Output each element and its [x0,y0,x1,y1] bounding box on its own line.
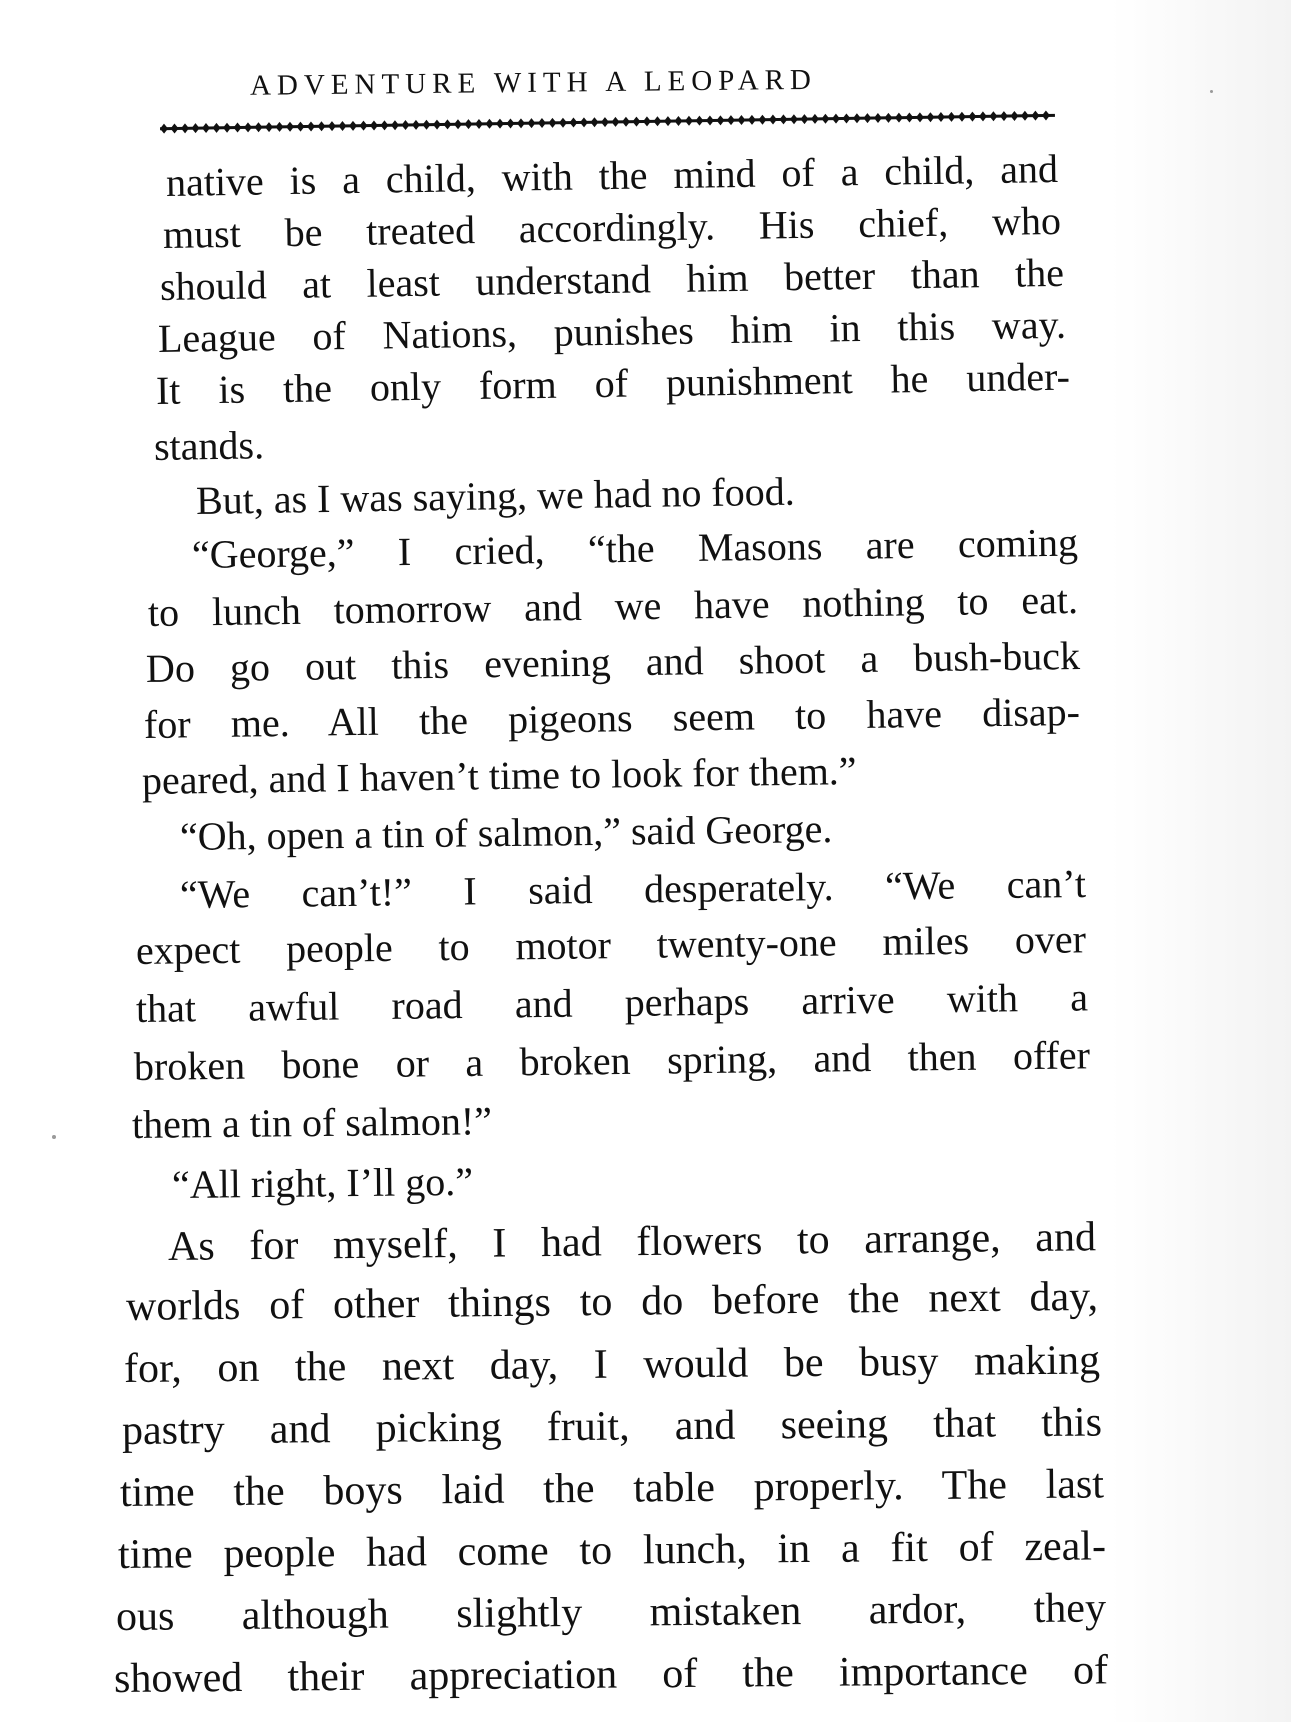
ornament-diamond [338,121,346,131]
ornament-diamond [643,116,651,126]
ornament-diamond [947,112,955,122]
ornament-diamond [968,112,976,122]
text-line: time the boys laid the table properly. The last [119,1461,1105,1516]
text-line: “We can’t!” I said desperately. “We can’t [179,860,1087,917]
ornament-diamond [202,123,210,133]
ornament-diamond [632,117,640,127]
text-line: “All right, I’ll go.” [171,1158,474,1207]
ornament-diamond [601,117,609,127]
text-line: must be treated accordingly. His chief, who [162,197,1062,257]
ornament-diamond [170,123,178,133]
ornament-diamond [349,121,357,131]
text-line: It is the only form of punishment he under- [155,353,1071,413]
text-line: Do go out this evening and shoot a bush-buck [145,632,1081,691]
text-line: native is a child, with the mind of a child, and [165,145,1059,205]
ornament-diamond [737,115,745,125]
text-line: time people had come to lunch, in a fit of zeal- [117,1523,1107,1578]
ornament-diamond [191,123,199,133]
ornament-diamond [265,122,273,132]
ornament-diamond [853,113,861,123]
text-line: for, on the next day, I would be busy making [123,1337,1101,1392]
text-line: ous although slightly mistaken ardor, they [115,1585,1107,1640]
ornament-diamond [433,120,441,130]
ornament-diamond [779,114,787,124]
ornament-diamond [958,112,966,122]
ornament-diamond [380,120,388,130]
text-line: “George,” I cried, “the Masons are coming [191,519,1079,577]
ornament-diamond [905,112,913,122]
ornament-diamond [317,121,325,131]
ornament-diamond [307,121,315,131]
ornament-diamond [391,120,399,130]
ornament-diamond [401,120,409,130]
ornament-diamond [538,118,546,128]
ornament-diamond [517,118,525,128]
ornament-diamond [1031,111,1039,121]
ornament-diamond [485,119,493,129]
ornament-diamond [979,111,987,121]
ornament-diamond [842,113,850,123]
ornament-diamond [989,111,997,121]
ornament-diamond [1000,111,1008,121]
ornament-diamond [821,114,829,124]
ornament-diamond [286,122,294,132]
ornament-diamond [254,122,262,132]
ornament-diamond [926,112,934,122]
ornament-diamond [769,115,777,125]
ornament-diamond [496,119,504,129]
ornament-diamond [695,116,703,126]
text-line: them a tin of salmon!” [131,1098,493,1147]
ornament-diamond [328,121,336,131]
ornament-diamond [622,117,630,127]
text-line: League of Nations, punishes him in this way. [157,301,1067,361]
ornament-diamond [181,123,189,133]
ornament-diamond [527,118,535,128]
ornament-diamond [475,119,483,129]
ornament-diamond [674,116,682,126]
ornament-diamond [685,116,693,126]
ornament-diamond [443,119,451,129]
ornament-diamond [706,115,714,125]
text-line: showed their appreciation of the importance of [113,1647,1109,1702]
ornament-diamond [569,117,577,127]
text-line: for me. All the pigeons seem to have disap- [143,688,1081,747]
ornament-diamond [790,114,798,124]
ornament-diamond [548,118,556,128]
ornament-diamond [664,116,672,126]
running-head: ADVENTURE WITH A LEOPARD [249,63,818,102]
ornament-diamond [758,115,766,125]
ornament-diamond [590,117,598,127]
ornament-diamond [296,122,304,132]
text-line: worlds of other things to do before the next day, [125,1273,1099,1330]
ornament-diamond [412,120,420,130]
text-line: pastry and picking fruit, and seeing that this [121,1399,1103,1454]
ornament-diamond [1042,110,1050,120]
ornament-diamond [359,121,367,131]
paper-speck [52,1135,56,1139]
text-line: “Oh, open a tin of salmon,” said George. [179,806,833,859]
ornament-diamond [937,112,945,122]
ornament-diamond [212,123,220,133]
text-line: expect people to motor twenty-one miles over [135,916,1087,973]
ornament-diamond [160,124,168,134]
text-line: broken bone or a broken spring, and then offer [133,1032,1091,1089]
ornament-diamond [370,120,378,130]
ornament-diamond [464,119,472,129]
ornament-diamond [580,117,588,127]
ornament-diamond [1021,111,1029,121]
text-line: As for myself, I had flowers to arrange, and [167,1214,1097,1270]
text-line: that awful road and perhaps arrive with a [135,974,1089,1031]
ornament-diamond [275,122,283,132]
ornament-diamond [506,118,514,128]
ornament-diamond [748,115,756,125]
ornament-diamond [611,117,619,127]
ornament-diamond [727,115,735,125]
ornament-diamond [454,119,462,129]
ornament-diamond [422,120,430,130]
ornament-diamond [832,114,840,124]
text-line: stands. [153,422,265,469]
ornament-diamond [233,123,241,133]
ornament-diamond [874,113,882,123]
text-line: should at least understand him better than the [159,249,1065,309]
ornament-diamond [716,115,724,125]
ornament-diamond [1010,111,1018,121]
ornament-diamond [916,112,924,122]
ornament-diamond [244,122,252,132]
text-line: peared, and I haven’t time to look for them.” [141,748,857,803]
ornament-diamond [223,123,231,133]
paper-speck [1210,90,1213,93]
ornament-diamond [895,113,903,123]
ornamental-rule [160,106,1060,141]
ornament-diamond [863,113,871,123]
ornament-diamond [653,116,661,126]
text-line: But, as I was saying, we had no food. [195,468,796,523]
ornament-diamond [559,118,567,128]
ornament-diamond [884,113,892,123]
ornament-diamond [800,114,808,124]
ornament-diamond [811,114,819,124]
text-line: to lunch tomorrow and we have nothing to eat. [147,577,1079,635]
